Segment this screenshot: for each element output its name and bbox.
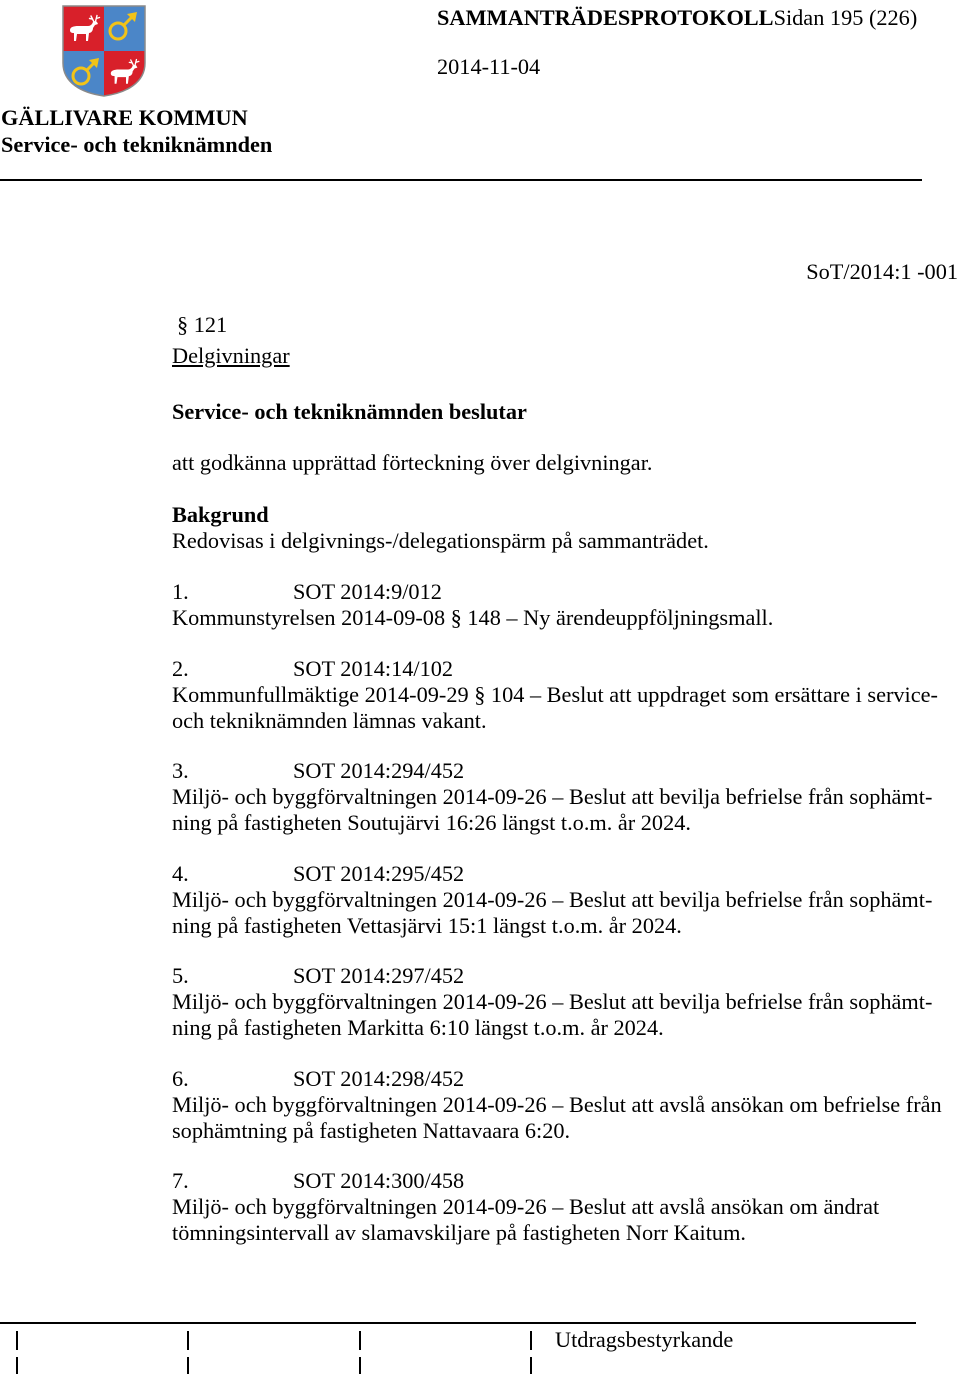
section-title: Delgivningar	[172, 343, 290, 368]
item-number: 5.	[172, 963, 189, 988]
decision-heading: Service- och tekniknämnden beslutar	[172, 399, 527, 424]
shield-quarters	[62, 5, 146, 97]
committee-name: Service- och tekniknämnden	[1, 132, 273, 157]
item-description-line: Kommunfullmäktige 2014-09-29 § 104 – Beslut att uppdraget som ersättare i service-	[172, 681, 938, 707]
signature-box-divider	[187, 1331, 189, 1350]
item-header	[172, 579, 952, 605]
item-header	[172, 1168, 952, 1194]
meeting-date: 2014-11-04	[437, 54, 541, 79]
signature-box-divider	[16, 1357, 18, 1374]
item-description-line: Miljö- och byggförvaltningen 2014-09-26 – Beslut att bevilja befrielse från sophämt-	[172, 886, 933, 912]
item-reference: SOT 2014:295/452	[293, 860, 465, 886]
delegation-list	[172, 579, 952, 1271]
delegation-item	[172, 1168, 952, 1246]
signature-box-divider	[359, 1331, 361, 1350]
municipality-name: GÄLLIVARE KOMMUN	[1, 105, 248, 130]
decision-text: att godkänna upprättad förteckning över delgivningar.	[172, 450, 653, 475]
item-header	[172, 656, 952, 682]
item-description-line: ning på fastigheten Markitta 6:10 längst t.o.m. år 2024.	[172, 1015, 664, 1040]
footer-divider	[0, 1322, 916, 1324]
item-description-line: Miljö- och byggförvaltningen 2014-09-26 – Beslut att bevilja befrielse från sophämt-	[172, 784, 933, 809]
item-number: 3.	[172, 758, 189, 783]
item-number: 6.	[172, 1065, 189, 1091]
item-description-line: ning på fastigheten Vettasjärvi 15:1 längst t.o.m. år 2024.	[172, 912, 682, 938]
section-number-value: 121	[193, 312, 228, 337]
item-description-line: Kommunstyrelsen 2014-09-08 § 148 – Ny ärendeuppföljningsmall.	[172, 605, 774, 630]
delegation-item	[172, 1066, 952, 1144]
item-description-line: Miljö- och byggförvaltningen 2014-09-26 – Beslut att bevilja befrielse från sophämt-	[172, 989, 933, 1014]
section-symbol: §	[177, 312, 189, 337]
item-description-line: tömningsintervall av slamavskiljare på fastigheten Norr Kaitum.	[172, 1220, 746, 1245]
signature-box-divider	[530, 1357, 532, 1374]
item-reference: SOT 2014:294/452	[293, 758, 465, 783]
item-number: 2.	[172, 655, 189, 681]
item-description-line: och tekniknämnden lämnas vakant.	[172, 707, 487, 733]
item-description-line: Miljö- och byggförvaltningen 2014-09-26 – Beslut att avslå ansökan om befrielse från	[172, 1091, 942, 1117]
background-text: Redovisas i delgivnings-/delegationspärm på sammanträdet.	[172, 528, 709, 553]
delegation-item	[172, 861, 952, 939]
item-header	[172, 758, 952, 784]
attestation-label: Utdragsbestyrkande	[555, 1327, 734, 1352]
background-heading: Bakgrund	[172, 502, 269, 527]
delegation-item	[172, 656, 952, 734]
signature-box-divider	[530, 1331, 532, 1350]
protocol-title: SAMMANTRÄDESPROTOKOLL	[437, 5, 774, 30]
header-divider	[0, 179, 922, 181]
section-number	[177, 312, 227, 338]
item-reference: SOT 2014:300/458	[293, 1168, 465, 1193]
item-description-line: sophämtning på fastigheten Nattavaara 6:20.	[172, 1117, 571, 1143]
delegation-item	[172, 758, 952, 836]
item-number: 1.	[172, 579, 189, 604]
item-reference: SOT 2014:298/452	[293, 1065, 465, 1091]
item-number: 4.	[172, 860, 189, 886]
case-number: SoT/2014:1 -001	[806, 259, 958, 284]
coat-of-arms-logo	[62, 5, 146, 97]
protocol-header-line	[437, 5, 917, 31]
item-number: 7.	[172, 1168, 189, 1193]
item-reference: SOT 2014:14/102	[293, 655, 454, 681]
item-description-line: ning på fastigheten Soutujärvi 16:26 längst t.o.m. år 2024.	[172, 810, 691, 835]
item-reference: SOT 2014:9/012	[293, 579, 442, 604]
item-header	[172, 861, 952, 887]
item-header	[172, 963, 952, 989]
signature-box-divider	[16, 1331, 18, 1350]
item-header	[172, 1066, 952, 1092]
page-info: Sidan 195 (226)	[773, 5, 918, 30]
item-reference: SOT 2014:297/452	[293, 963, 465, 988]
signature-box-divider	[187, 1357, 189, 1374]
delegation-item	[172, 963, 952, 1041]
signature-box-divider	[359, 1357, 361, 1374]
delegation-item	[172, 579, 952, 631]
item-description-line: Miljö- och byggförvaltningen 2014-09-26 – Beslut att avslå ansökan om ändrat	[172, 1194, 880, 1219]
